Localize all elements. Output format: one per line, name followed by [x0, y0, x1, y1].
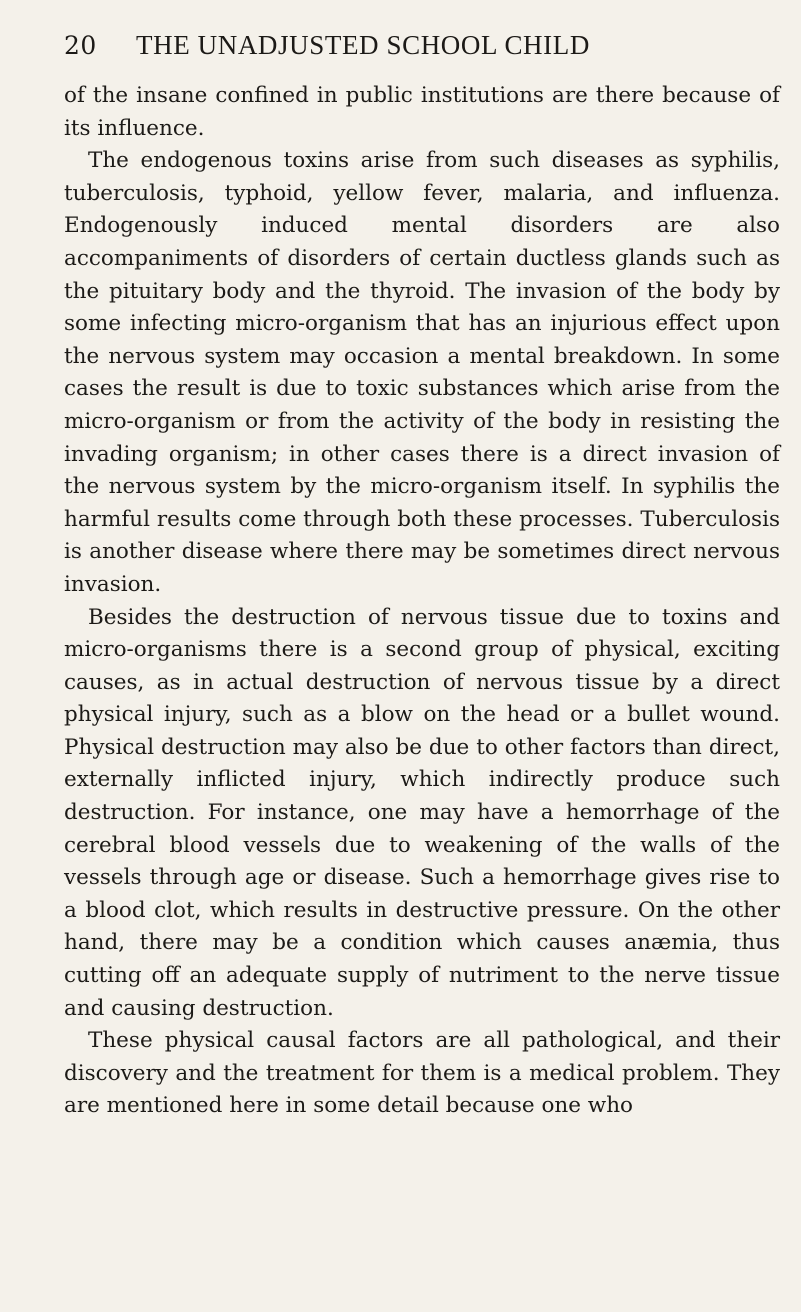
body-text	[64, 80, 780, 1123]
page-header	[64, 30, 780, 70]
book-page	[64, 30, 780, 1123]
paragraph-physical-destruction: Besides the destruction of nervous tissue due to toxins and micro-organisms there is a second group of physical, exciting causes, as in actual destruction of nervous tissue by a direct physical injury, such as a blow on the head or a bullet wound. Physical destruction may also be due to other factors than direct, externally inflicted injury, which indirectly produce such destruction. For instance, one may have a hemorrhage of the cerebral blood vessels due to weakening of the walls of the vessels through age or disease. Such a hemorrhage gives rise to a blood clot, which results in destructive pressure. On the other hand, there may be a condition which causes anæmia, thus cutting off an adequate supply of nutriment to the nerve tissue and causing destruction.	[64, 604, 780, 1021]
running-head: THE UNADJUSTED SCHOOL CHILD	[136, 30, 590, 60]
paragraph-endogenous-toxins: The endogenous toxins arise from such diseases as syphilis, tuberculosis, typhoid, yellow fever, malaria, and influenza. Endogenously induced mental disorders are also accompaniments of disorders of certain ductless glands such as the pituitary body and the thyroid. The invasion of the body by some infecting micro-organism that has an injurious effect upon the nervous system may occasion a mental breakdown. In some cases the result is due to toxic substances which arise from the micro-organism or from the activity of the body in resisting the invading organism; in other cases there is a direct invasion of the nervous system by the micro-organism itself. In syphilis the harmful results come through both these processes. Tuberculosis is another disease where there may be sometimes direct nervous invasion.	[64, 148, 780, 597]
paragraph-continued: of the insane confined in public institutions are there because of its influence.	[64, 83, 780, 141]
paragraph-physical-causal-factors: These physical causal factors are all pathological, and their discovery and the treatment for them is a medical problem. They are mentioned here in some detail because one who	[64, 1028, 780, 1119]
page-number: 20	[64, 31, 97, 60]
